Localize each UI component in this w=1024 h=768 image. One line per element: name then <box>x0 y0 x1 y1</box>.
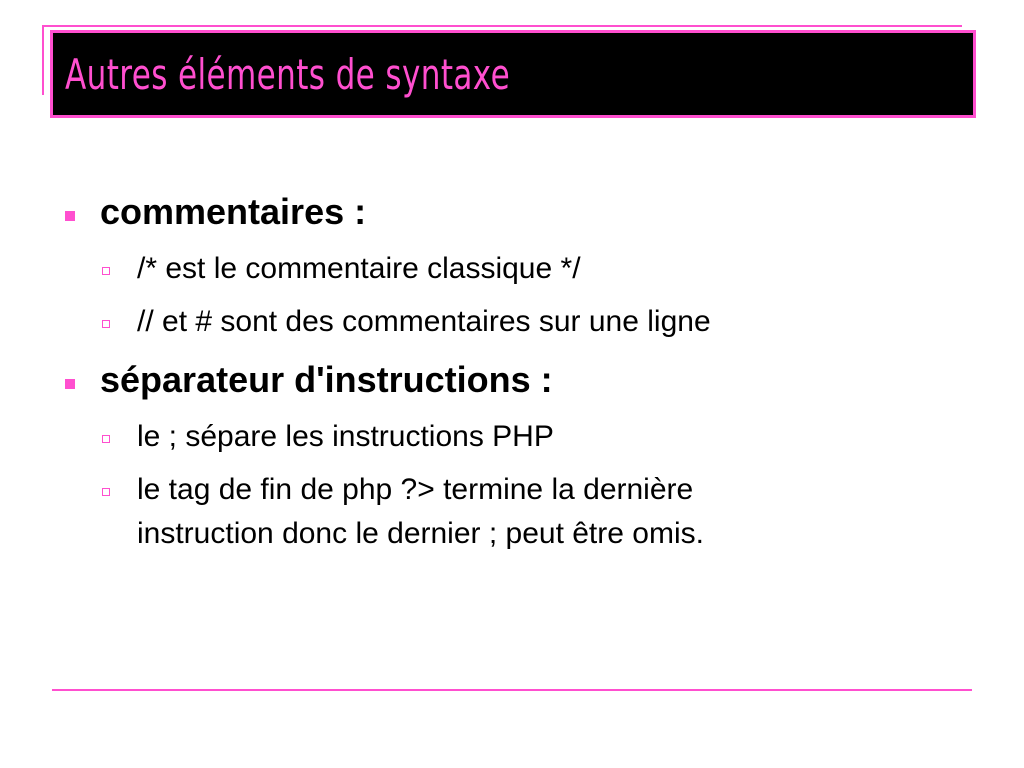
list-item-end-tag-line-2: instruction donc le dernier ; peut être omis. <box>137 517 704 550</box>
footer-divider <box>52 689 972 691</box>
hollow-square-bullet-icon <box>102 320 110 328</box>
hollow-square-bullet-icon <box>102 488 110 496</box>
slide-title: Autres éléments de syntaxe <box>65 50 511 99</box>
square-bullet-icon <box>65 211 75 221</box>
list-item-line-comment: // et # sont des commentaires sur une ligne <box>137 305 711 338</box>
section-heading-separator: séparateur d'instructions : <box>100 359 553 400</box>
list-item-classic-comment: /* est le commentaire classique */ <box>137 252 581 285</box>
square-bullet-icon <box>65 379 75 389</box>
list-item-end-tag-line-1: le tag de fin de php ?> termine la dernière <box>137 473 694 506</box>
hollow-square-bullet-icon <box>102 267 110 275</box>
hollow-square-bullet-icon <box>102 435 110 443</box>
list-item-semicolon: le ; sépare les instructions PHP <box>137 420 554 453</box>
section-heading-comments: commentaires : <box>100 191 367 232</box>
